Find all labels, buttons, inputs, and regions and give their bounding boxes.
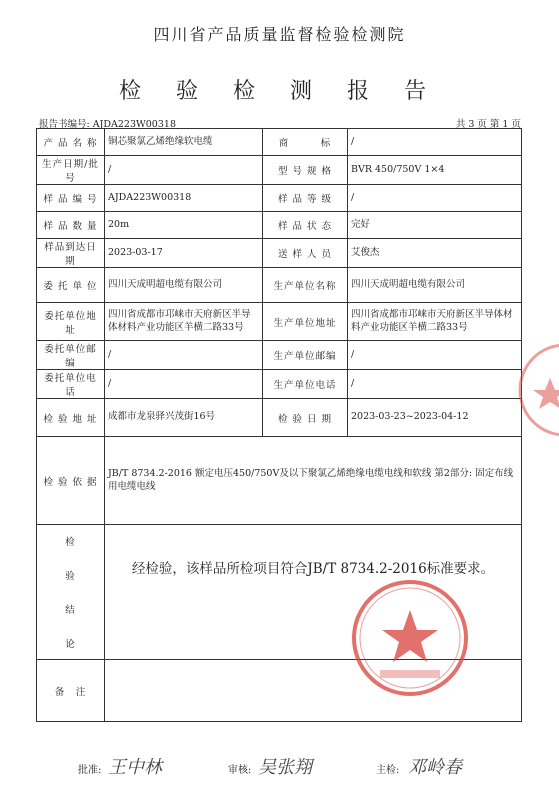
sample-grade-label: 样 品 等 级 [263, 185, 348, 212]
sender-label: 送 样 人 员 [263, 239, 348, 268]
basis-value: JB/T 8734.2-2016 额定电压450/750V及以下聚氯乙烯绝缘电缆电线和软线 第2部分: 固定布线用电缆电线 [105, 437, 522, 525]
conclusion-text: 经检验，该样品所检项目符合JB/T 8734.2-2016标准要求。 [131, 561, 495, 577]
report-number: 报告书编号: AJDA223W00318 [39, 119, 176, 130]
test-address-value: 成都市龙泉驿兴茂街16号 [105, 399, 263, 437]
remarks-value [105, 660, 522, 722]
model-label: 型 号 规 格 [263, 156, 348, 185]
maker-zip-label: 生产单位邮编 [263, 341, 348, 370]
report-table [36, 128, 522, 722]
test-date-label: 检 验 日 期 [263, 399, 348, 437]
sample-number-label: 样 品 编 号 [37, 185, 105, 212]
brand-label: 商 标 [263, 129, 348, 156]
conclusion-label-char: 验 [65, 571, 76, 582]
model-value: BVR 450/750V 1×4 [348, 156, 522, 185]
conclusion-cell [105, 525, 522, 660]
conclusion-label-char: 结 [65, 605, 76, 616]
product-name-value: 铜芯聚氯乙烯绝缘软电缆 [105, 129, 263, 156]
maker-zip-value: / [348, 341, 522, 370]
maker-address-label: 生产单位地址 [263, 303, 348, 341]
maker-phone-label: 生产单位电话 [263, 370, 348, 399]
sample-quantity-label: 样 品 数 量 [37, 212, 105, 239]
main-inspector-signature: 邓岭春 [408, 757, 462, 778]
approve-signature: 王中林 [108, 757, 162, 778]
production-date-label: 生产日期/批号 [37, 156, 105, 185]
client-address-value: 四川省成都市邛崃市天府新区半导体材料产业功能区羊横二路33号 [105, 303, 263, 341]
client-label: 委 托 单 位 [37, 268, 105, 303]
maker-address-value: 四川省成都市邛崃市天府新区半导体材料产业功能区羊横二路33号 [348, 303, 522, 341]
review-label: 审核: [228, 765, 252, 776]
approve-label: 批准: [78, 765, 102, 776]
remarks-label: 备 注 [37, 660, 105, 722]
sample-state-value: 完好 [348, 212, 522, 239]
conclusion-label-char: 检 [65, 537, 76, 548]
sample-number-value: AJDA223W00318 [105, 185, 263, 212]
client-zip-value: / [105, 341, 263, 370]
arrival-date-label: 样品到达日期 [37, 239, 105, 268]
maker-value: 四川天成明超电缆有限公司 [348, 268, 522, 303]
test-address-label: 检 验 地 址 [37, 399, 105, 437]
main-inspector-label: 主检: [376, 765, 400, 776]
brand-value: / [348, 129, 522, 156]
maker-phone-value: / [348, 370, 522, 399]
client-address-label: 委托单位地址 [37, 303, 105, 341]
basis-label: 检 验 依 据 [37, 437, 105, 525]
maker-label: 生产单位名称 [263, 268, 348, 303]
conclusion-label [37, 525, 105, 660]
organization-name: 四川省产品质量监督检验检测院 [153, 25, 406, 44]
report-title: 检 验 检 测 报 告 [119, 79, 440, 104]
arrival-date-value: 2023-03-17 [105, 239, 263, 268]
review-signature: 吴张翔 [258, 757, 312, 778]
conclusion-label-char: 论 [65, 639, 76, 650]
client-zip-label: 委托单位邮编 [37, 341, 105, 370]
client-phone-value: / [105, 370, 263, 399]
client-phone-label: 委托单位电话 [37, 370, 105, 399]
product-name-label: 产 品 名 称 [37, 129, 105, 156]
client-value: 四川天成明超电缆有限公司 [105, 268, 263, 303]
test-date-value: 2023-03-23~2023-04-12 [348, 399, 522, 437]
sample-quantity-value: 20m [105, 212, 263, 239]
page-indicator: 共 3 页 第 1 页 [455, 119, 521, 130]
production-date-value: / [105, 156, 263, 185]
sender-value: 艾俊杰 [348, 239, 522, 268]
sample-grade-value: / [348, 185, 522, 212]
sample-state-label: 样 品 状 态 [263, 212, 348, 239]
